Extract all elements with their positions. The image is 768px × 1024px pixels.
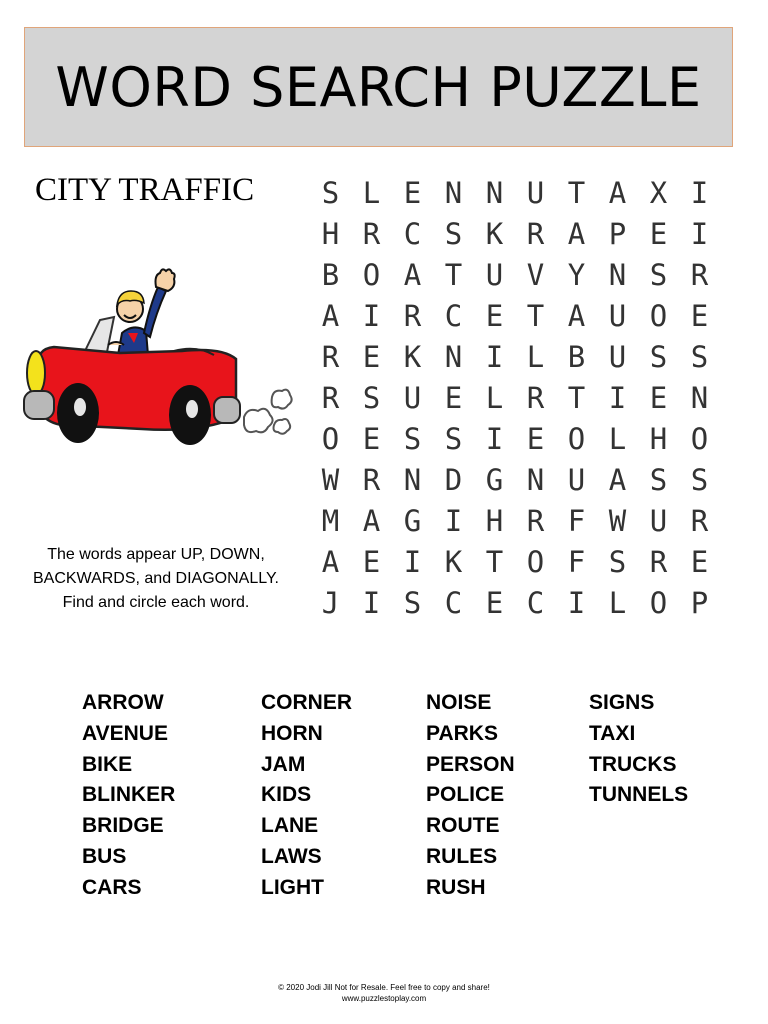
instructions-line: Find and circle each word. — [62, 594, 250, 611]
grid-cell[interactable]: G — [485, 462, 504, 497]
grid-cell[interactable]: J — [321, 585, 340, 620]
grid-cell[interactable]: U — [403, 380, 422, 415]
grid-cell[interactable]: A — [403, 257, 422, 292]
grid-cell[interactable]: L — [608, 585, 627, 620]
grid-cell[interactable]: E — [444, 380, 463, 415]
word-column — [589, 688, 688, 811]
grid-cell[interactable]: O — [649, 585, 668, 620]
word-item: RULES — [426, 844, 498, 868]
grid-cell[interactable]: E — [690, 544, 709, 579]
grid-cell[interactable]: T — [567, 175, 586, 210]
grid-cell[interactable]: E — [690, 298, 709, 333]
word-item: LAWS — [261, 844, 322, 868]
grid-cell[interactable]: T — [485, 544, 504, 579]
word-item: LIGHT — [261, 875, 324, 899]
grid-cell[interactable]: U — [485, 257, 504, 292]
grid-cell[interactable]: A — [608, 175, 627, 210]
grid-cell[interactable]: S — [403, 585, 422, 620]
word-item: PARKS — [426, 721, 498, 745]
grid-cell[interactable]: I — [403, 544, 422, 579]
grid-cell[interactable]: N — [444, 175, 463, 210]
word-item: TAXI — [589, 721, 636, 745]
grid-cell[interactable]: O — [362, 257, 381, 292]
grid-cell[interactable]: C — [526, 585, 545, 620]
grid-cell[interactable]: N — [403, 462, 422, 497]
grid-cell[interactable]: L — [362, 175, 381, 210]
grid-cell[interactable]: E — [485, 298, 504, 333]
grid-cell[interactable]: O — [690, 421, 709, 456]
grid-cell[interactable]: P — [608, 216, 627, 251]
grid-cell[interactable]: K — [444, 544, 463, 579]
grid-cell[interactable]: E — [485, 585, 504, 620]
grid-cell[interactable]: O — [526, 544, 545, 579]
grid-cell[interactable]: M — [321, 503, 340, 538]
grid-cell[interactable]: H — [649, 421, 668, 456]
copyright-text: © 2020 Jodi Jill Not for Resale. Feel free to copy and share! — [278, 983, 490, 992]
grid-cell[interactable]: I — [608, 380, 627, 415]
grid-cell[interactable]: A — [321, 544, 340, 579]
grid-cell[interactable]: S — [444, 216, 463, 251]
word-item: LANE — [261, 814, 319, 838]
word-item: NOISE — [426, 691, 492, 714]
grid-cell[interactable]: N — [526, 462, 545, 497]
grid-cell[interactable]: A — [321, 298, 340, 333]
grid-cell[interactable]: F — [567, 503, 586, 538]
word-column — [82, 688, 175, 904]
grid-cell[interactable]: S — [649, 257, 668, 292]
grid-cell[interactable]: K — [403, 339, 422, 374]
grid-cell[interactable]: E — [526, 421, 545, 456]
grid-cell[interactable]: N — [608, 257, 627, 292]
footer — [0, 982, 768, 1004]
word-item: CARS — [82, 875, 142, 899]
grid-cell[interactable]: T — [444, 257, 463, 292]
grid-cell[interactable]: F — [567, 544, 586, 579]
grid-cell[interactable]: O — [567, 421, 586, 456]
puzzle-title: CITY TRAFFIC — [35, 172, 255, 208]
grid-cell[interactable]: I — [362, 298, 381, 333]
grid-cell[interactable]: S — [608, 544, 627, 579]
grid-cell[interactable]: C — [444, 298, 463, 333]
grid-cell[interactable]: W — [608, 503, 627, 538]
grid-cell[interactable]: U — [608, 339, 627, 374]
grid-cell[interactable]: O — [321, 421, 340, 456]
grid-cell[interactable]: S — [649, 339, 668, 374]
grid-cell[interactable]: U — [608, 298, 627, 333]
grid-cell[interactable]: I — [567, 585, 586, 620]
word-item: BLINKER — [82, 783, 176, 807]
car-illustration — [22, 265, 297, 450]
grid-cell[interactable]: L — [608, 421, 627, 456]
grid-cell[interactable]: R — [321, 380, 340, 415]
grid-cell[interactable]: R — [321, 339, 340, 374]
grid-cell[interactable]: R — [690, 503, 709, 538]
grid-cell[interactable]: C — [403, 216, 422, 251]
word-item: RUSH — [426, 875, 486, 899]
word-item: TRUCKS — [589, 752, 677, 776]
grid-cell[interactable]: V — [526, 257, 545, 292]
grid-cell[interactable]: T — [526, 298, 545, 333]
word-item: AVENUE — [82, 721, 168, 745]
letter-grid[interactable] — [310, 172, 720, 623]
word-item: JAM — [261, 752, 306, 776]
grid-cell[interactable]: I — [485, 421, 504, 456]
header-banner — [24, 27, 733, 147]
grid-cell[interactable]: E — [362, 421, 381, 456]
word-item: POLICE — [426, 783, 505, 807]
grid-cell[interactable]: R — [526, 380, 545, 415]
grid-cell[interactable]: S — [649, 462, 668, 497]
grid-cell[interactable]: A — [608, 462, 627, 497]
word-item: HORN — [261, 721, 323, 745]
word-item: PERSON — [426, 752, 515, 776]
grid-cell[interactable]: S — [403, 421, 422, 456]
grid-cell[interactable]: S — [444, 421, 463, 456]
grid-cell[interactable]: R — [526, 503, 545, 538]
grid-cell[interactable]: E — [649, 216, 668, 251]
grid-cell[interactable]: L — [526, 339, 545, 374]
grid-cell[interactable]: T — [567, 380, 586, 415]
grid-cell[interactable]: N — [485, 175, 504, 210]
word-item: SIGNS — [589, 691, 655, 714]
grid-cell[interactable]: R — [362, 462, 381, 497]
grid-cell[interactable]: U — [649, 503, 668, 538]
word-item: BRIDGE — [82, 814, 164, 838]
word-item: TUNNELS — [589, 783, 689, 807]
word-column — [261, 688, 352, 904]
grid-cell[interactable]: E — [362, 544, 381, 579]
page-title: WORD SEARCH PUZZLE — [55, 55, 702, 119]
word-item: CORNER — [261, 691, 353, 714]
grid-cell[interactable]: P — [690, 585, 709, 620]
grid-cell[interactable]: R — [649, 544, 668, 579]
grid-cell[interactable]: S — [690, 462, 709, 497]
grid-cell[interactable]: C — [444, 585, 463, 620]
grid-cell[interactable]: D — [444, 462, 463, 497]
grid-cell[interactable]: K — [485, 216, 504, 251]
grid-cell[interactable]: R — [690, 257, 709, 292]
grid-cell[interactable]: Y — [567, 257, 586, 292]
grid-cell[interactable]: A — [362, 503, 381, 538]
grid-cell[interactable]: S — [321, 175, 340, 210]
grid-cell[interactable]: E — [649, 380, 668, 415]
instructions-line: The words appear UP, DOWN, — [47, 546, 265, 563]
grid-cell[interactable]: B — [321, 257, 340, 292]
instructions-line: BACKWARDS, and DIAGONALLY. — [32, 570, 279, 587]
grid-cell[interactable]: I — [690, 175, 709, 210]
grid-cell[interactable]: A — [567, 298, 586, 333]
grid-cell[interactable]: G — [403, 503, 422, 538]
grid-cell[interactable]: X — [649, 175, 668, 210]
word-item: ARROW — [82, 691, 164, 714]
word-column — [426, 688, 515, 904]
grid-cell[interactable]: I — [362, 585, 381, 620]
grid-cell[interactable]: N — [444, 339, 463, 374]
grid-cell[interactable]: R — [362, 216, 381, 251]
grid-cell[interactable]: I — [485, 339, 504, 374]
word-item: KIDS — [261, 783, 312, 807]
grid-cell[interactable]: H — [321, 216, 340, 251]
word-item: BUS — [82, 844, 127, 868]
website-link[interactable]: www.puzzlestoplay.com — [341, 994, 427, 1003]
grid-cell[interactable]: E — [403, 175, 422, 210]
grid-cell[interactable]: W — [321, 462, 340, 497]
grid-cell[interactable]: H — [485, 503, 504, 538]
grid-cell[interactable]: S — [690, 339, 709, 374]
grid-cell[interactable]: B — [567, 339, 586, 374]
grid-cell[interactable]: N — [690, 380, 709, 415]
grid-cell[interactable]: U — [567, 462, 586, 497]
grid-cell[interactable]: L — [485, 380, 504, 415]
grid-cell[interactable]: U — [526, 175, 545, 210]
instructions — [22, 543, 290, 615]
word-item: ROUTE — [426, 814, 500, 838]
grid-cell[interactable]: A — [567, 216, 586, 251]
grid-cell[interactable]: R — [526, 216, 545, 251]
grid-cell[interactable]: I — [444, 503, 463, 538]
grid-cell[interactable]: R — [403, 298, 422, 333]
grid-cell[interactable]: E — [362, 339, 381, 374]
grid-cell[interactable]: S — [362, 380, 381, 415]
grid-cell[interactable]: I — [690, 216, 709, 251]
grid-cell[interactable]: O — [649, 298, 668, 333]
word-item: BIKE — [82, 752, 133, 776]
